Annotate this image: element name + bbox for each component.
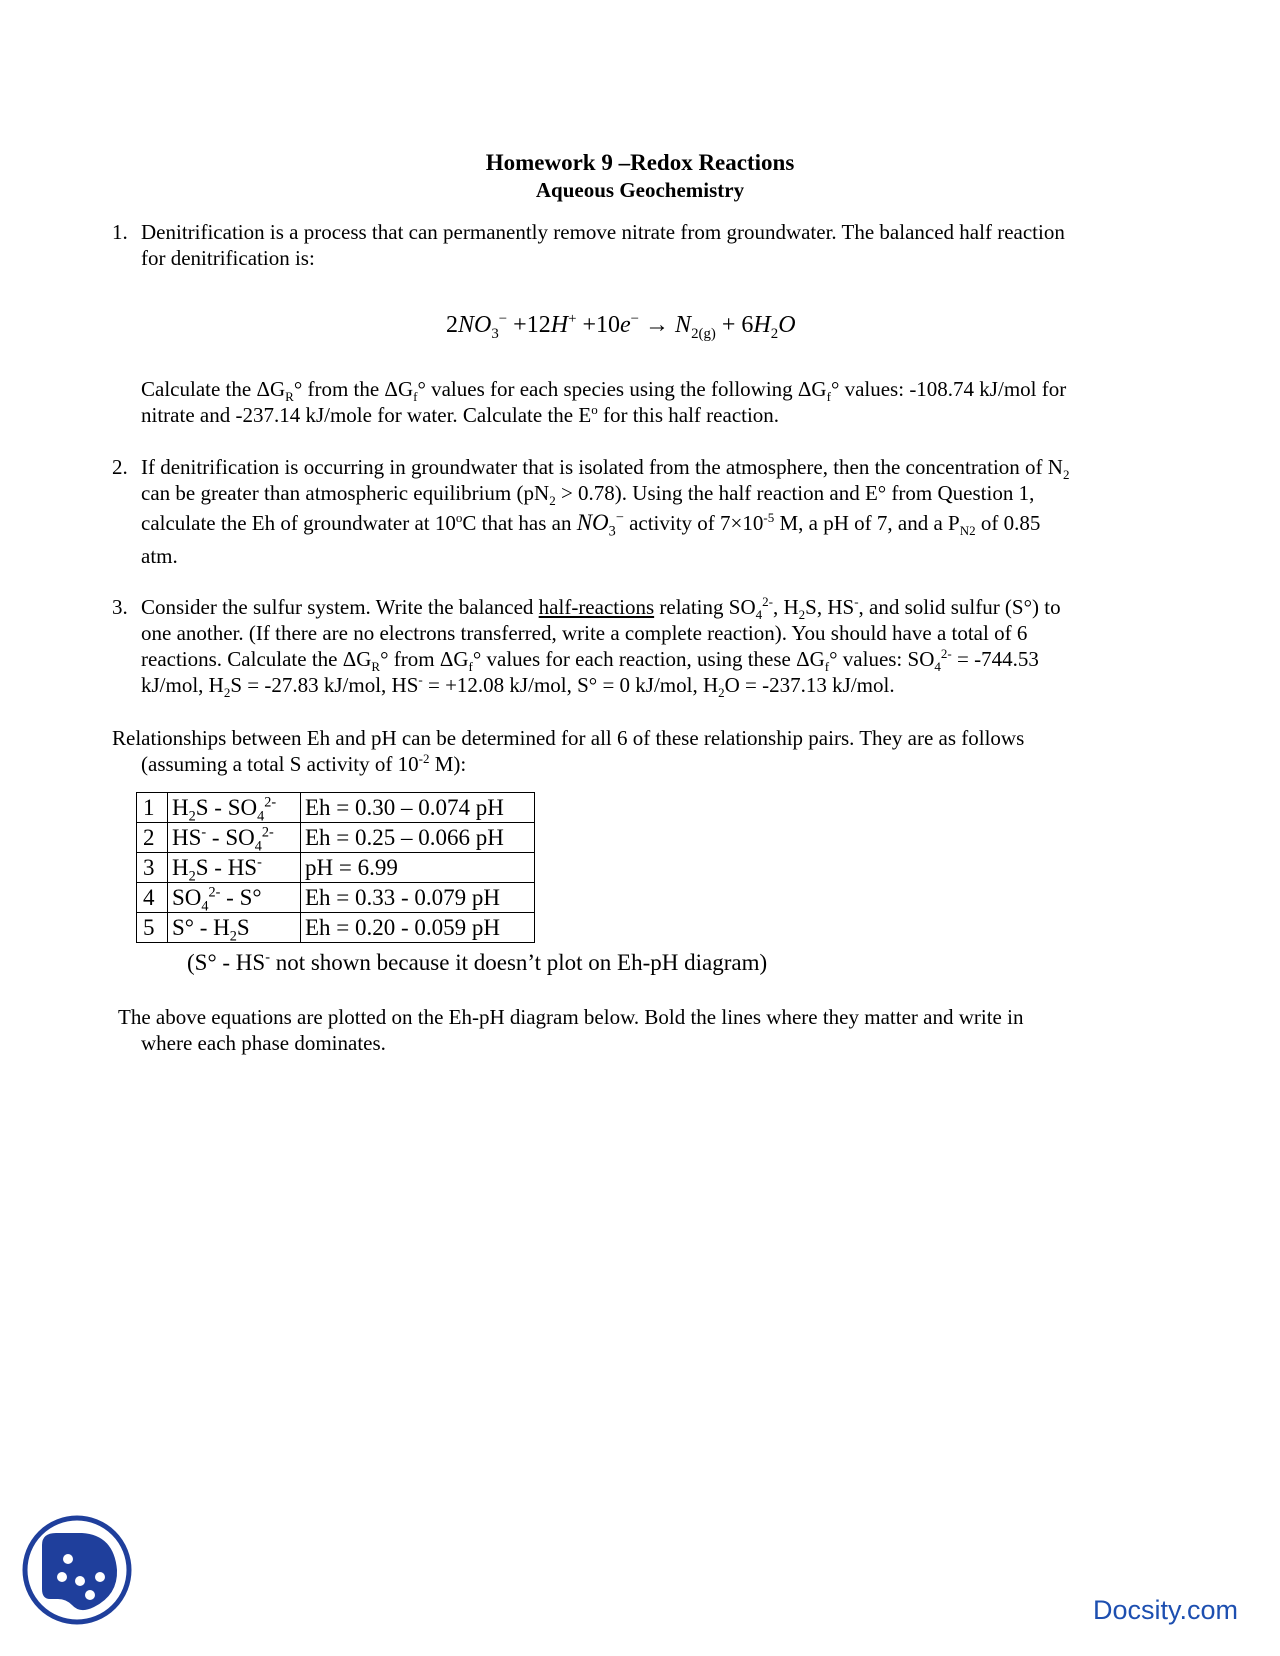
- denitrification-equation: $2NO_3^- +12H^+ +10e^- \to N_{2(g)} + 6H_2O$: [446, 311, 796, 342]
- species-pair: $SO_4^{2-} - S^\circ$: [168, 883, 301, 913]
- page-subtitle: Aqueous Geochemistry: [535, 178, 745, 202]
- relationships-line2: (assuming a total S activity of $10^{-2}$ M):: [141, 751, 467, 776]
- eh-ph-equation: pH = 6.99: [301, 853, 535, 883]
- table-row: [137, 823, 535, 853]
- eh-ph-equation: Eh = 0.30 – 0.074 pH: [301, 793, 535, 823]
- q1-calc-line1: Calculate the $\Delta G_R^\circ$ from the $\Delta G_f^\circ$ values for each species using the following $\Delta G_f^\circ$ values: -108.74 kJ/mol for: [141, 377, 1067, 405]
- q3-line2: one another. (If there are no electrons transferred, write a complete reaction). You should have a total of 6: [141, 621, 1028, 645]
- instructions-line2: where each phase dominates.: [141, 1031, 386, 1055]
- q3-line4: kJ/mol, $H_2S = -27.83$ kJ/mol, HS- = +12.08 kJ/mol, S° = 0 kJ/mol, $H_2O = -237.13$ kJ/mol.: [141, 672, 895, 701]
- eh-ph-equation: Eh = 0.25 – 0.066 pH: [301, 823, 535, 853]
- table-note: (S° - HS- not shown because it doesn’t plot on Eh-pH diagram): [187, 949, 768, 975]
- q2-line4: atm.: [141, 544, 178, 568]
- q2-line3: calculate the Eh of groundwater at 10$^o$C that has an $NO_3^-$ activity of $7\times 10^{-5}$ M, a pH of 7, and a $P_{N2}$ of 0.85: [141, 509, 1041, 540]
- row-number: 4: [137, 883, 168, 913]
- q1-intro-line1: Denitrification is a process that can permanently remove nitrate from groundwater. The balanced half reaction: [141, 220, 1065, 244]
- table-row: [137, 793, 535, 823]
- row-number: 3: [137, 853, 168, 883]
- species-pair: $H_2S - HS^-$: [168, 853, 301, 883]
- instructions-line1: The above equations are plotted on the Eh-pH diagram below. Bold the lines where they matter and write in: [118, 1005, 1024, 1029]
- species-pair: $S^\circ - H_2S$: [168, 913, 301, 943]
- q3-line1: Consider the sulfur system. Write the balanced half-reactions relating $SO_4^{2-}$, $H_2S$, HS-, and solid sulfur (S°) to: [141, 594, 1061, 623]
- q2-number: 2.: [112, 455, 128, 479]
- q1-number: 1.: [112, 220, 128, 244]
- eh-ph-relationships-table: [136, 792, 535, 943]
- row-number: 1: [137, 793, 168, 823]
- q2-line1: If denitrification is occurring in groundwater that is isolated from the atmosphere, then the concentration of $N_2$: [141, 455, 1070, 483]
- eh-ph-equation: Eh = 0.20 - 0.059 pH: [301, 913, 535, 943]
- q3-number: 3.: [112, 595, 128, 619]
- q1-intro-line2: for denitrification is:: [141, 246, 315, 270]
- row-number: 5: [137, 913, 168, 943]
- page-title: Homework 9 –Redox Reactions: [485, 150, 795, 175]
- species-pair: $HS^- - SO_4^{2-}$: [168, 823, 301, 853]
- relationships-line1: Relationships between Eh and pH can be determined for all 6 of these relationship pairs. They are as follows: [112, 726, 1025, 750]
- q1-calc-line2: nitrate and -237.14 kJ/mole for water. Calculate the $E^o$ for this half reaction.: [141, 402, 780, 427]
- docsity-logo-icon: [22, 1515, 132, 1625]
- q3-line3: reactions. Calculate the $\Delta G_R^\circ$ from $\Delta G_f^\circ$ values for each reaction, using these $\Delta G_f^\circ$ values: $SO_4^{2-} = -744.53$: [141, 646, 1039, 675]
- table-row: [137, 883, 535, 913]
- table-row: [137, 913, 535, 943]
- q2-line2: can be greater than atmospheric equilibrium $(pN_2 > 0.78)$. Using the half reaction and E° from Question 1,: [141, 481, 1035, 509]
- eh-ph-equation: Eh = 0.33 - 0.079 pH: [301, 883, 535, 913]
- docsity-brand-link[interactable]: Docsity.com: [1092, 1595, 1238, 1625]
- table-row: [137, 853, 535, 883]
- row-number: 2: [137, 823, 168, 853]
- species-pair: $H_2S - SO_4^{2-}$: [168, 793, 301, 823]
